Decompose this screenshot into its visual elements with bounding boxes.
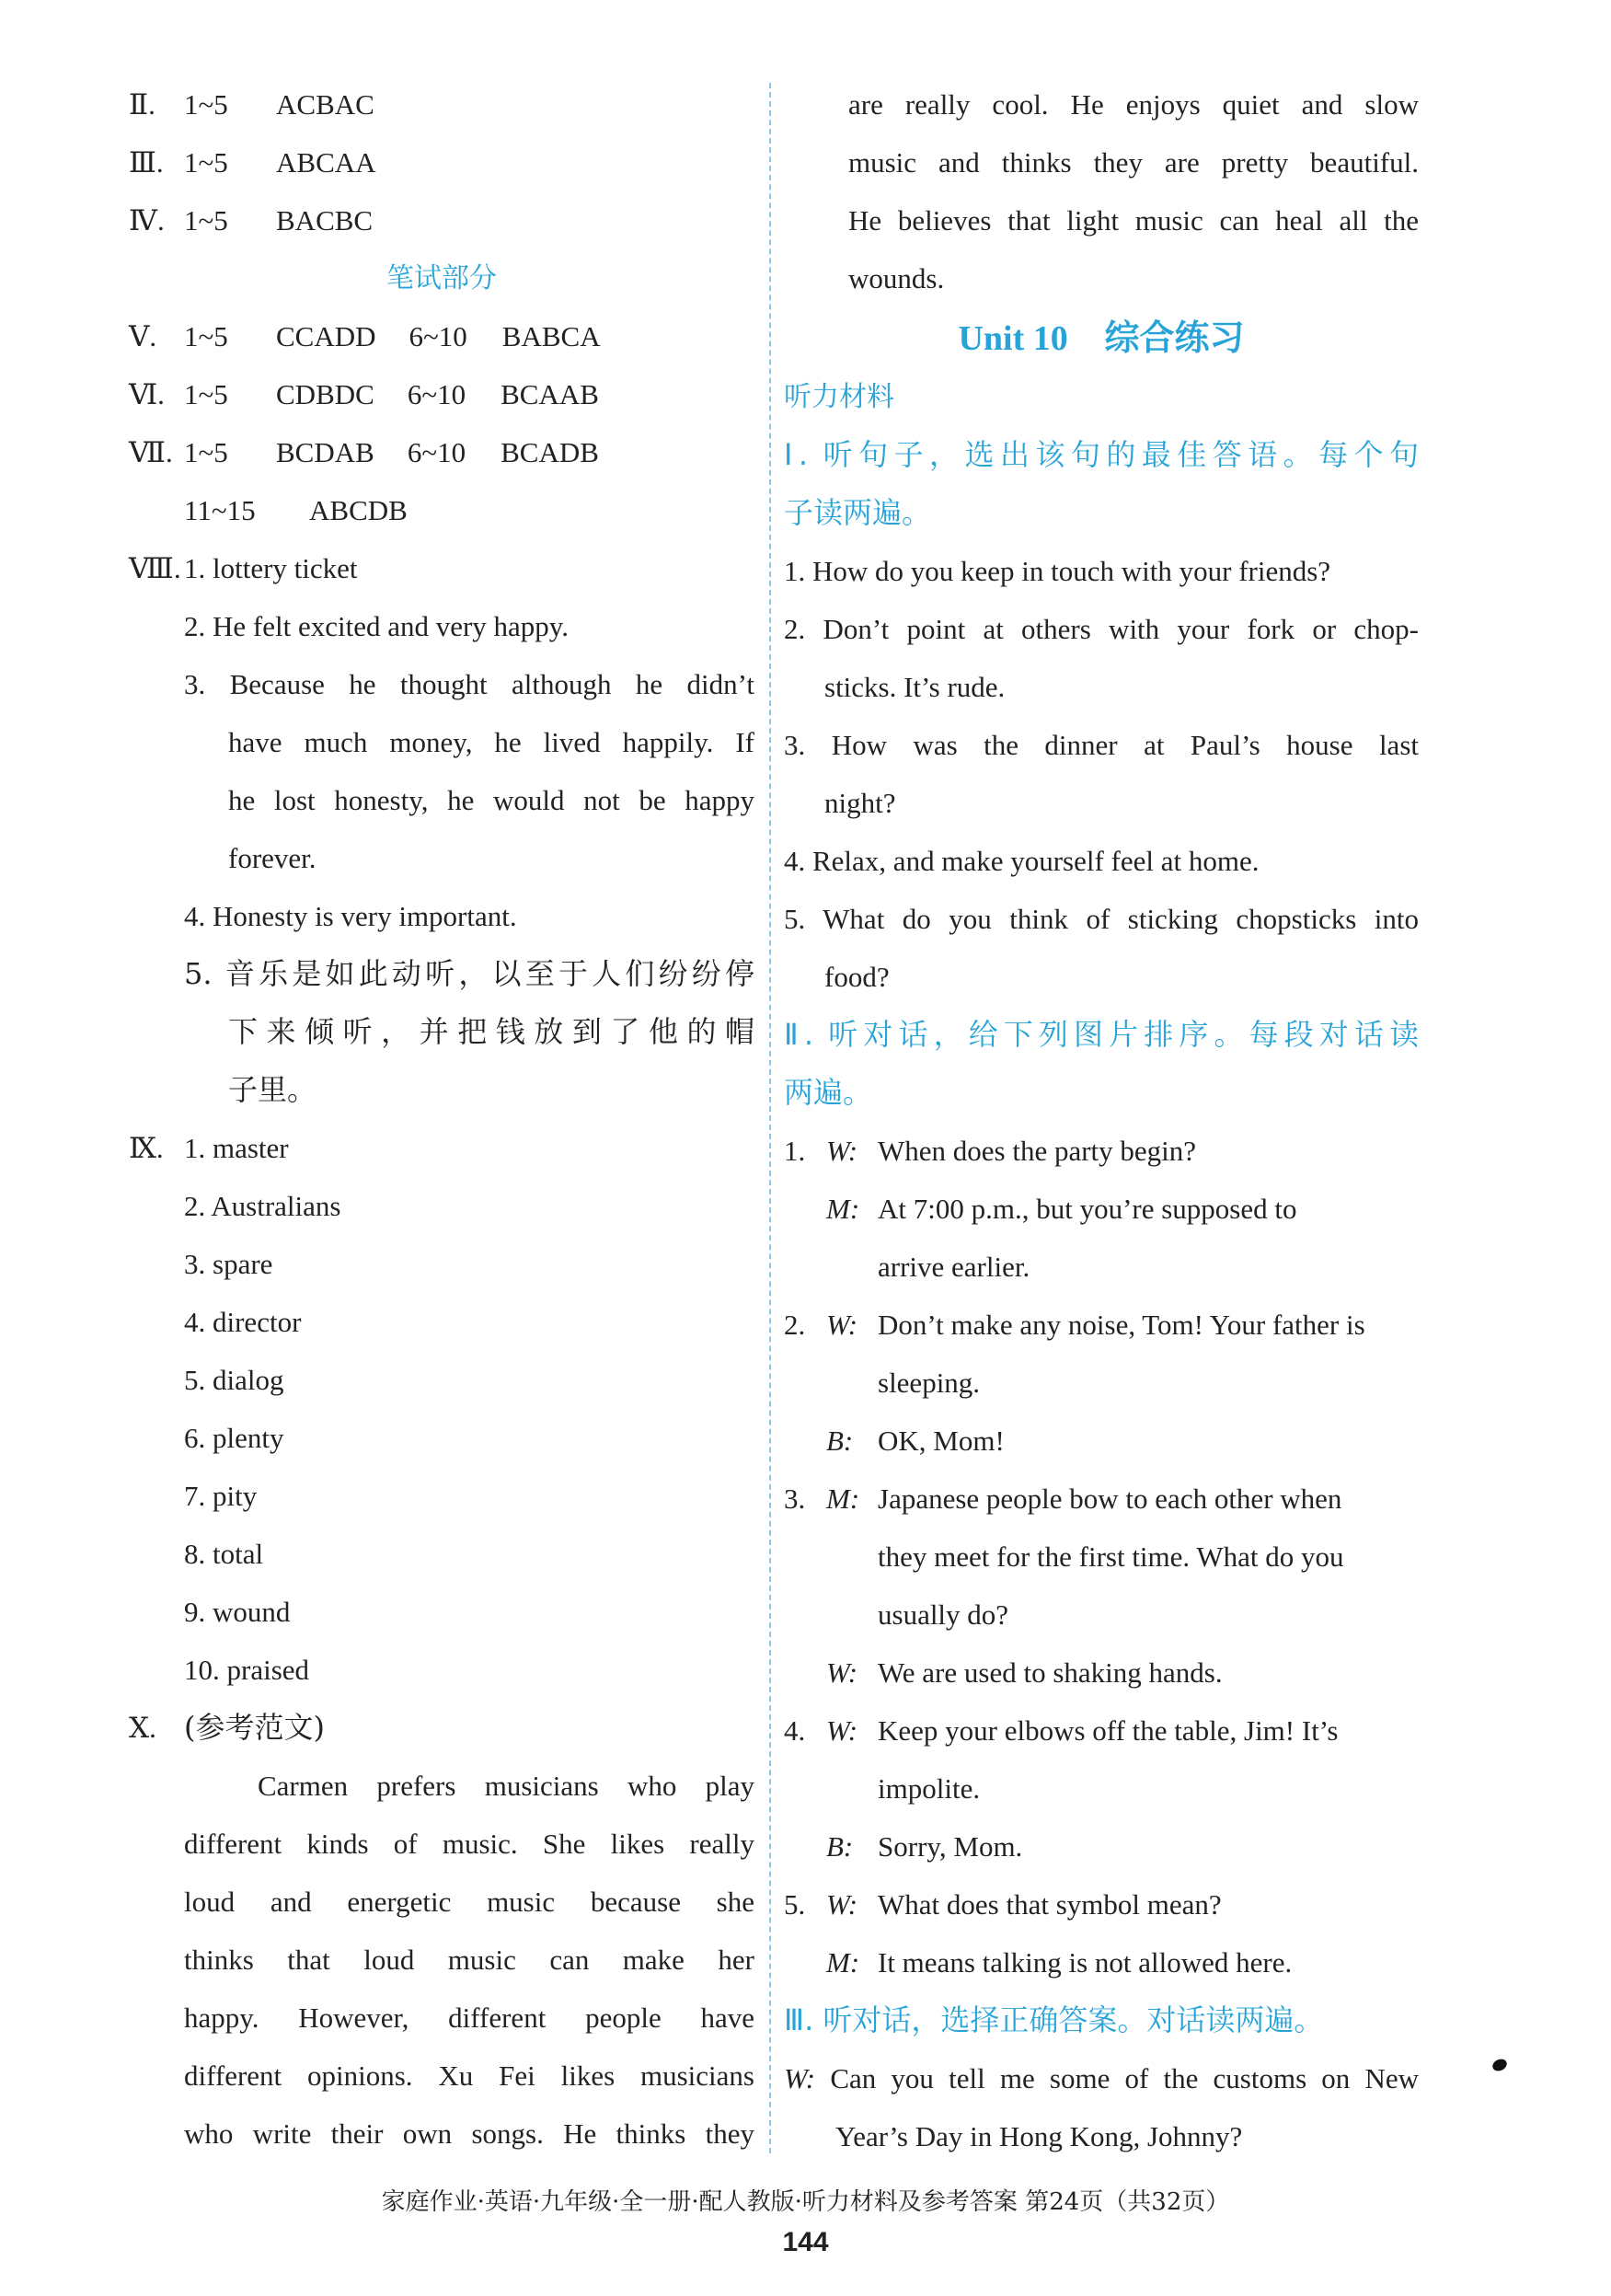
speaker: W: (784, 2062, 816, 2094)
range: 1~5 (184, 378, 228, 410)
answer-viii-3-cont: forever. (228, 842, 316, 874)
speaker: W: (826, 1888, 858, 1921)
answers: BCDAB (276, 436, 374, 468)
range: 6~10 (409, 320, 467, 352)
essay-line: Carmen prefers musicians who play (258, 1770, 754, 1802)
answers: CCADD (276, 320, 376, 352)
answer-ix-1 (129, 1119, 754, 1177)
unit-title-cn: 综合练习 (1104, 317, 1245, 358)
range: 11~15 (184, 494, 256, 526)
dialog-line (784, 1644, 1419, 1702)
written-section-heading: 笔试部分 (386, 262, 497, 294)
dialog-line (784, 2049, 1419, 2107)
range: 1~5 (184, 88, 228, 121)
dialog-line (784, 1470, 1419, 1528)
speaker: W: (826, 1714, 858, 1747)
dialog-text: What does that symbol mean? (878, 1888, 1222, 1921)
dialog-number: 4. (784, 1714, 806, 1747)
essay-line: wounds. (848, 262, 945, 294)
answers: BCADB (501, 436, 599, 468)
dialog-line: Year’s Day in Hong Kong, Johnny? (835, 2120, 1243, 2152)
range: 6~10 (407, 378, 466, 410)
roman-numeral: Ⅹ. (129, 1712, 156, 1744)
answers: BACBC (276, 204, 374, 237)
ink-mark (1490, 2057, 1509, 2073)
speaker: M: (826, 1946, 860, 1979)
essay-line: who write their own songs. He thinks they (184, 2117, 754, 2150)
dialog-number: 2. (784, 1309, 806, 1341)
unit-title-en: Unit 10 (958, 319, 1068, 358)
speaker: B: (826, 1425, 854, 1457)
answer-viii-3: 3. Because he thought although he didn’t (184, 668, 754, 700)
section-ii-instruction-cont: 两遍。 (784, 1075, 873, 1110)
range: 1~5 (184, 204, 228, 237)
dialog-text: At 7:00 p.m., but you’re supposed to (878, 1193, 1297, 1225)
page-number: 144 (782, 2227, 829, 2257)
section-ii-instruction: Ⅱ. 听对话，给下列图片排序。每段对话读 (784, 1017, 1419, 1052)
dialog-line (784, 1817, 1419, 1875)
column-divider (769, 83, 771, 2153)
dialog-line (784, 1412, 1419, 1470)
dialog-number: 3. (784, 1483, 806, 1515)
section-i-instruction: Ⅰ. 听句子，选出该句的最佳答语。每个句 (784, 437, 1419, 472)
answer-viii-4: 4. Honesty is very important. (184, 900, 517, 932)
dialog-line (784, 1296, 1419, 1354)
left-column (129, 75, 754, 2163)
dialog-text: When does the party begin? (878, 1135, 1197, 1167)
roman-numeral: Ⅴ. (129, 320, 157, 352)
speaker: W: (826, 1309, 858, 1341)
answer-ix-item: 8. total (184, 1538, 264, 1570)
roman-numeral: Ⅶ. (129, 436, 173, 468)
dialog-line (784, 1528, 1419, 1586)
answers: ABCDB (309, 494, 408, 526)
answer-ix-item: 4. director (184, 1306, 302, 1338)
answer-x-heading (129, 1699, 754, 1757)
answer-viii-5-cont: 下来倾听，并把钱放到了他的帽 (228, 1014, 754, 1049)
dialog-line (784, 1122, 1419, 1180)
essay-line: music and thinks they are pretty beautiful. (848, 146, 1419, 179)
dialog-line (784, 1875, 1419, 1933)
roman-numeral: Ⅳ. (129, 204, 165, 237)
speaker: B: (826, 1830, 854, 1863)
answer-viii-1 (129, 539, 754, 597)
range: 6~10 (407, 436, 466, 468)
answer-row-vii (129, 423, 754, 481)
answer-viii-3-cont: he lost honesty, he would not be happy (228, 784, 754, 816)
dialog-text: sleeping. (878, 1367, 981, 1399)
essay-line: happy. However, different people have (184, 2002, 754, 2034)
roman-numeral: Ⅷ. (129, 552, 181, 584)
dialog-text: impolite. (878, 1772, 981, 1805)
answer-row-v (129, 307, 754, 365)
roman-numeral: Ⅵ. (129, 378, 165, 410)
answer-ix-item: 5. dialog (184, 1364, 284, 1396)
answer-text: 1. master (184, 1132, 289, 1164)
essay-line: He believes that light music can heal all the (848, 204, 1419, 237)
sentence-item: 5. What do you think of sticking chopsticks into (784, 903, 1419, 935)
listening-heading: 听力材料 (784, 381, 894, 413)
right-column (784, 75, 1419, 2165)
sentence-item: 3. How was the dinner at Paul’s house last (784, 729, 1419, 761)
answers: CDBDC (276, 378, 374, 410)
dialog-text: arrive earlier. (878, 1251, 1030, 1283)
answers: BABCA (501, 320, 601, 352)
sentence-item-cont: sticks. It’s rude. (824, 671, 1006, 703)
dialog-text: Keep your elbows off the table, Jim! It’s (878, 1714, 1339, 1747)
section-i-instruction-cont: 子读两遍。 (784, 495, 932, 530)
dialog-line (784, 1933, 1419, 1991)
essay-line: different kinds of music. She likes really (184, 1828, 754, 1860)
answer-viii-5: 5. 音乐是如此动听，以至于人们纷纷停 (184, 956, 754, 991)
roman-numeral: Ⅸ. (129, 1132, 164, 1164)
range: 1~5 (184, 436, 228, 468)
answer-row-vi (129, 365, 754, 423)
dialog-text: It means talking is not allowed here. (878, 1946, 1293, 1979)
answer-ix-item: 6. plenty (184, 1422, 284, 1454)
section-iii-instruction: Ⅲ. 听对话，选择正确答案。对话读两遍。 (784, 2002, 1324, 2037)
dialog-number: 5. (784, 1888, 806, 1921)
range: 1~5 (184, 146, 228, 179)
essay-line: thinks that loud music can make her (184, 1944, 754, 1976)
range: 1~5 (184, 320, 228, 352)
dialog-text: Don’t make any noise, Tom! Your father is (878, 1309, 1365, 1341)
answer-ix-item: 9. wound (184, 1596, 291, 1628)
answers: BCAAB (501, 378, 599, 410)
dialog-line (784, 1702, 1419, 1759)
sentence-item: 2. Don’t point at others with your fork or chop- (784, 613, 1419, 645)
speaker: W: (826, 1656, 858, 1689)
dialog-line (784, 1586, 1419, 1644)
dialog-line (784, 1354, 1419, 1412)
essay-line: loud and energetic music because she (184, 1886, 754, 1918)
dialog-text: We are used to shaking hands. (878, 1656, 1223, 1689)
sentence-item: 1. How do you keep in touch with your friends? (784, 555, 1331, 587)
answer-ix-item: 2. Australians (184, 1190, 341, 1222)
dialog-text: OK, Mom! (878, 1425, 1005, 1457)
dialog-line (784, 1759, 1419, 1817)
essay-line: different opinions. Xu Fei likes musicians (184, 2059, 754, 2092)
sentence-item: 4. Relax, and make yourself feel at home. (784, 845, 1260, 877)
dialog-line (784, 1180, 1419, 1238)
answer-ix-item: 10. praised (184, 1654, 310, 1686)
roman-numeral: Ⅲ. (129, 146, 164, 179)
answer-viii-5-cont: 子里。 (228, 1072, 317, 1107)
essay-line: are really cool. He enjoys quiet and slow (848, 88, 1419, 121)
answers: ABCAA (276, 146, 376, 179)
answer-row-iii (129, 133, 754, 191)
answers: ACBAC (276, 88, 374, 121)
sentence-item-cont: night? (824, 787, 896, 819)
dialog-list (784, 1122, 1419, 1991)
speaker: W: (826, 1135, 858, 1167)
unit-title (784, 307, 1419, 368)
dialog-text: Sorry, Mom. (878, 1830, 1023, 1863)
roman-numeral: Ⅱ. (129, 88, 155, 121)
footer: 家庭作业·英语·九年级·全一册·配人教版·听力材料及参考答案 第24页（共32页） (381, 2188, 1230, 2216)
answer-viii-2: 2. He felt excited and very happy. (184, 610, 570, 642)
dialog-text: usually do? (878, 1598, 1009, 1631)
answer-ix-item: 7. pity (184, 1480, 258, 1512)
dialog-line (784, 1238, 1419, 1296)
answer-row-ii (129, 75, 754, 133)
dialog-number: 1. (784, 1135, 806, 1167)
speaker: M: (826, 1193, 860, 1225)
answer-viii-3-cont: have much money, he lived happily. If (228, 726, 754, 758)
answer-ix-item: 3. spare (184, 1248, 273, 1280)
answer-row-vii-continued (129, 481, 754, 539)
speaker: M: (826, 1483, 860, 1515)
dialog-text: Can you tell me some of the customs on New (830, 2062, 1420, 2094)
sentence-item-cont: food? (824, 961, 890, 993)
answer-text: 1. lottery ticket (184, 552, 358, 584)
dialog-text: Japanese people bow to each other when (878, 1483, 1342, 1515)
answer-row-iv (129, 191, 754, 249)
sample-essay-label: (参考范文) (184, 1710, 325, 1745)
dialog-text: they meet for the first time. What do you (878, 1540, 1344, 1573)
